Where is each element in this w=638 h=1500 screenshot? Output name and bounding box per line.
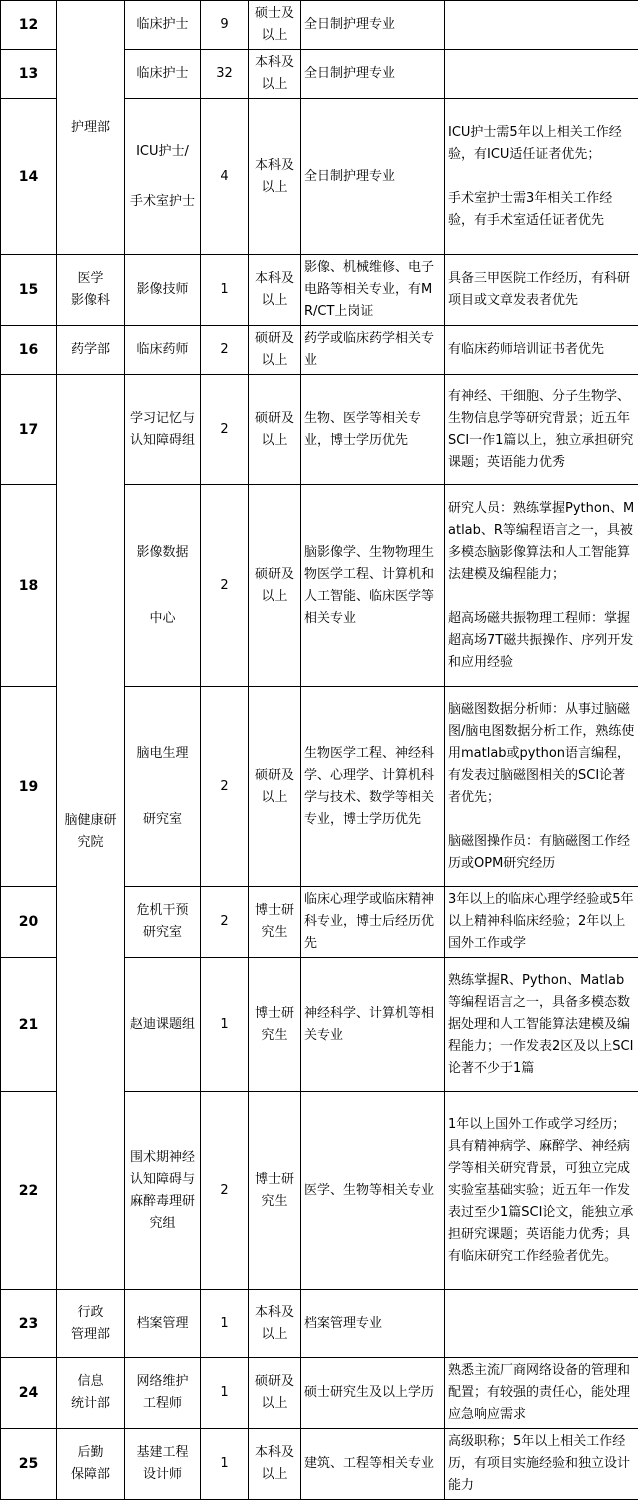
position-line: 影像数据 <box>128 542 197 564</box>
count-cell: 1 <box>201 1290 249 1358</box>
position-cell: 临床药师 <box>125 326 201 375</box>
education-cell: 本科及以上 <box>249 1290 301 1358</box>
education-cell: 本科及以上 <box>249 255 301 326</box>
requirement-cell <box>445 99 638 255</box>
count-cell: 1 <box>201 255 249 326</box>
education-cell: 硕研及以上 <box>249 687 301 887</box>
requirement-cell <box>445 687 638 887</box>
education-cell: 博士研究生 <box>249 958 301 1092</box>
row-number: 24 <box>1 1358 57 1429</box>
table-row <box>1 1429 638 1500</box>
position-cell: 学习记忆与认知障碍组 <box>125 375 201 485</box>
requirement-cell: 高级职称；5年以上相关工作经历，有项目实施经验和独立设计能力 <box>445 1429 638 1500</box>
education-cell: 硕研及以上 <box>249 1358 301 1429</box>
dept-cell <box>57 1358 125 1429</box>
row-number: 17 <box>1 375 57 485</box>
dept-line: 行政 <box>60 1302 121 1324</box>
requirement-cell <box>445 485 638 687</box>
position-cell: 档案管理 <box>125 1290 201 1358</box>
position-cell <box>125 1429 201 1500</box>
position-cell: 围术期神经认知障碍与麻醉毒理研究组 <box>125 1092 201 1290</box>
count-cell: 1 <box>201 958 249 1092</box>
row-number: 14 <box>1 99 57 255</box>
requirement-text: ICU护士需5年以上相关工作经验，有ICU适任证者优先； <box>448 122 635 166</box>
table-row <box>1 255 638 326</box>
count-cell: 2 <box>201 1092 249 1290</box>
count-cell: 32 <box>201 50 249 99</box>
position-line: 研究室 <box>128 922 197 944</box>
requirement-text: 脑磁图数据分析师：从事过脑磁图/脑电图数据分析工作，熟练使用matlab或python语言编程，有发表过脑磁图相关的SCI论著者优先； <box>448 699 635 809</box>
dept-cell: 脑健康研究院 <box>57 375 125 1290</box>
count-cell: 2 <box>201 887 249 958</box>
position-line: 手术室护士 <box>128 191 197 213</box>
major-cell: 建筑、工程等相关专业 <box>301 1429 445 1500</box>
dept-line: 影像科 <box>60 290 121 312</box>
requirement-cell: 熟悉主流厂商网络设备的管理和配置；有较强的责任心，能处理应急响应需求 <box>445 1358 638 1429</box>
major-cell: 生物、医学等相关专业，博士学历优先 <box>301 375 445 485</box>
dept-line: 信息 <box>60 1371 121 1393</box>
position-cell <box>125 1358 201 1429</box>
education-cell: 博士研究生 <box>249 1092 301 1290</box>
requirement-cell <box>445 50 638 99</box>
position-cell: 临床护士 <box>125 50 201 99</box>
row-number: 25 <box>1 1429 57 1500</box>
education-cell: 本科及以上 <box>249 1429 301 1500</box>
table-row <box>1 1 638 50</box>
table-row <box>1 326 638 375</box>
position-cell <box>125 485 201 687</box>
count-cell: 4 <box>201 99 249 255</box>
education-cell: 博士研究生 <box>249 887 301 958</box>
position-cell <box>125 887 201 958</box>
position-line: 危机干预 <box>128 900 197 922</box>
table-row <box>1 375 638 485</box>
position-cell: 临床护士 <box>125 1 201 50</box>
count-cell: 2 <box>201 326 249 375</box>
education-cell: 硕研及以上 <box>249 375 301 485</box>
row-number: 22 <box>1 1092 57 1290</box>
dept-line: 保障部 <box>60 1464 121 1486</box>
major-cell: 脑影像学、生物物理生物医学工程、计算机和人工智能、临床医学等相关专业 <box>301 485 445 687</box>
dept-cell <box>57 1290 125 1358</box>
table-row <box>1 1290 638 1358</box>
major-cell: 影像、机械维修、电子电路等相关专业，有MR/CT上岗证 <box>301 255 445 326</box>
major-cell: 生物医学工程、神经科学、心理学、计算机科学与技术、数学等相关专业，博士学历优先 <box>301 687 445 887</box>
count-cell: 2 <box>201 375 249 485</box>
requirement-cell: 熟练掌握R、Python、Matlab等编程语言之一，具备多模态数据处理和人工智能算法建模及编程能力；一作发表2区及以上SCI论著不少于1篇 <box>445 958 638 1092</box>
major-cell: 药学或临床药学相关专业 <box>301 326 445 375</box>
row-number: 19 <box>1 687 57 887</box>
dept-line: 医学 <box>60 268 121 290</box>
major-cell: 医学、生物等相关专业 <box>301 1092 445 1290</box>
row-number: 13 <box>1 50 57 99</box>
dept-cell: 护理部 <box>57 1 125 255</box>
table-row <box>1 1358 638 1429</box>
major-cell: 全日制护理专业 <box>301 99 445 255</box>
requirement-cell: 1年以上国外工作或学习经历；具有精神病学、麻醉学、神经病学等相关研究背景，可独立完成实验室基础实验；近五年一作发表过至少1篇SCI论文，能独立承担研究课题；英语能力优秀；具有临床研究工作经验者优先。 <box>445 1092 638 1290</box>
count-cell: 9 <box>201 1 249 50</box>
position-cell: 影像技师 <box>125 255 201 326</box>
dept-line: 统计部 <box>60 1393 121 1415</box>
dept-cell <box>57 255 125 326</box>
major-cell: 全日制护理专业 <box>301 1 445 50</box>
education-cell: 硕研及以上 <box>249 485 301 687</box>
education-cell: 硕研及以上 <box>249 326 301 375</box>
education-cell: 硕士及以上 <box>249 1 301 50</box>
major-cell: 档案管理专业 <box>301 1290 445 1358</box>
dept-line: 管理部 <box>60 1324 121 1346</box>
education-cell: 本科及以上 <box>249 99 301 255</box>
row-number: 21 <box>1 958 57 1092</box>
dept-cell: 药学部 <box>57 326 125 375</box>
count-cell: 1 <box>201 1358 249 1429</box>
position-line: 基建工程 <box>128 1442 197 1464</box>
requirement-text: 超高场磁共振物理工程师：掌握超高场7T磁共振操作、序列开发和应用经验 <box>448 608 635 674</box>
row-number: 23 <box>1 1290 57 1358</box>
requirement-text: 研究人员：熟练掌握Python、Matlab、R等编程语言之一，具被多模态脑影像算法和人工智能算法建模及编程能力； <box>448 498 635 586</box>
position-cell <box>125 687 201 887</box>
dept-line: 后勤 <box>60 1442 121 1464</box>
major-cell: 临床心理学或临床精神科专业，博士后经历优先 <box>301 887 445 958</box>
requirement-cell: 具备三甲医院工作经历，有科研项目或文章发表者优先 <box>445 255 638 326</box>
requirement-cell: 有临床药师培训证书者优先 <box>445 326 638 375</box>
position-line: 设计师 <box>128 1464 197 1486</box>
row-number: 12 <box>1 1 57 50</box>
row-number: 18 <box>1 485 57 687</box>
requirement-cell: 3年以上的临床心理学经验或5年以上精神科临床经验；2年以上国外工作或学 <box>445 887 638 958</box>
education-cell: 本科及以上 <box>249 50 301 99</box>
position-line: 中心 <box>128 608 197 630</box>
position-line: 脑电生理 <box>128 743 197 765</box>
position-cell <box>125 99 201 255</box>
row-number: 15 <box>1 255 57 326</box>
position-line: ICU护士/ <box>128 141 197 163</box>
requirement-text: 脑磁图操作员：有脑磁图工作经历或OPM研究经历 <box>448 831 635 875</box>
dept-cell <box>57 1429 125 1500</box>
count-cell: 1 <box>201 1429 249 1500</box>
major-cell: 全日制护理专业 <box>301 50 445 99</box>
requirement-cell <box>445 1290 638 1358</box>
requirement-cell <box>445 1 638 50</box>
major-cell: 神经科学、计算机等相关专业 <box>301 958 445 1092</box>
major-cell: 硕士研究生及以上学历 <box>301 1358 445 1429</box>
position-line: 网络维护 <box>128 1371 197 1393</box>
position-line: 工程师 <box>128 1393 197 1415</box>
count-cell: 2 <box>201 687 249 887</box>
requirement-cell: 有神经、干细胞、分子生物学、生物信息学等研究背景；近五年SCI一作1篇以上，独立承担研究课题；英语能力优秀 <box>445 375 638 485</box>
position-cell: 赵迪课题组 <box>125 958 201 1092</box>
count-cell: 2 <box>201 485 249 687</box>
row-number: 20 <box>1 887 57 958</box>
row-number: 16 <box>1 326 57 375</box>
requirement-text: 手术室护士需3年相关工作经验，有手术室适任证者优先 <box>448 188 635 232</box>
position-line: 研究室 <box>128 809 197 831</box>
